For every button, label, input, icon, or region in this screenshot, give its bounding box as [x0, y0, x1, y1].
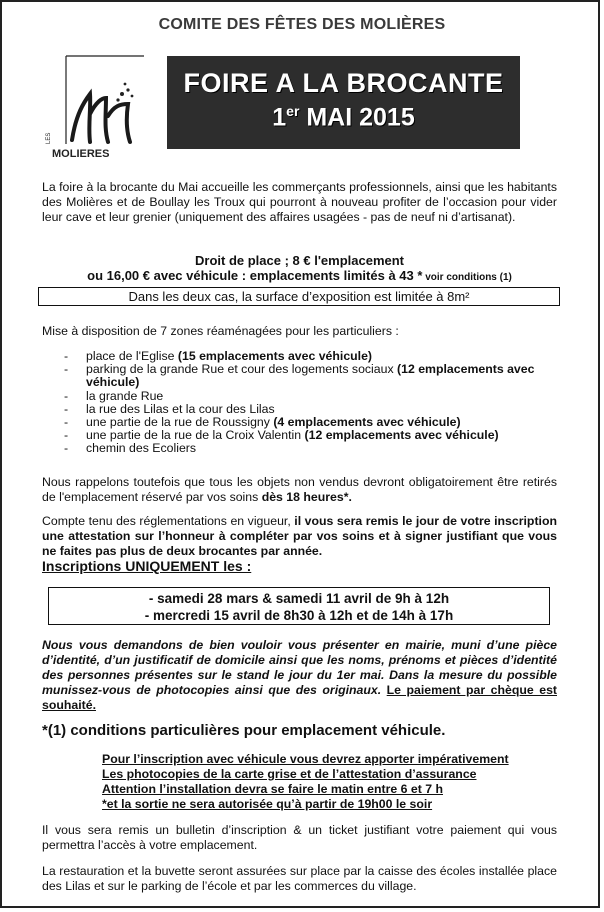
banner-title: FOIRE A LA BROCANTE [183, 68, 504, 98]
inscriptions-title: Inscriptions UNIQUEMENT les : [42, 558, 252, 574]
inscription-date-1: - samedi 28 mars & samedi 11 avril de 9h à 12h [148, 591, 450, 606]
conditions-title: *(1) conditions particulières pour emplacement véhicule. [42, 722, 446, 739]
reminder-paragraph: Nous rappelons toutefois que tous les objets non vendus devront obligatoirement être retirés de l'emplacement réservé par vos soins dès 18 heures*. [42, 475, 557, 504]
title-banner [167, 56, 520, 149]
inscription-date-2: - mercredi 15 avril de 8h30 à 12h et de 14h à 17h [144, 608, 454, 623]
banner-date: 1er MAI 2015 [272, 103, 415, 132]
list-item: - parking de la grande Rue et cour des logements sociaux (12 emplacements avec véhicule) [64, 363, 559, 389]
logo-text: MOLIERES [52, 148, 110, 160]
pricing-line-2: ou 16,00 € avec véhicule : emplacements limités à 43 * voir conditions (1) [87, 268, 512, 283]
footer-paragraph-1: Il vous sera remis un bulletin d’inscription & un ticket justifiant votre paiement qui vous permettra l’accès à votre emplacement. [42, 823, 557, 852]
list-item: - une partie de la rue de la Croix Valentin (12 emplacements avec véhicule) [64, 429, 559, 442]
list-item: - la rue des Lilas et la cour des Lilas [64, 403, 559, 416]
mairie-paragraph: Nous vous demandons de bien vouloir vous présenter en mairie, muni d’une pièce d’identité, d’un justificatif de domicile ainsi que les noms, prénoms et pièces d’identité des personnes présentes sur le stand le jour du 1er mai. Dans la mesure du possible munissez-vous de photocopies ainsi que des originaux. Le paiement par chèque est souhaité. [42, 638, 557, 712]
organization-title: COMITE DES FÊTES DES MOLIÈRES [158, 16, 446, 33]
footer-paragraph-2: La restauration et la buvette seront assurées sur place par la caisse des écoles installée place des Lilas et sur le parking de l’école et par les commerces du village. [42, 864, 557, 893]
zones-intro: Mise à disposition de 7 zones réaménagées pour les particuliers : [42, 324, 399, 338]
condition-line: Les photocopies de la carte grise et de l’attestation d’assurance [102, 767, 477, 781]
intro-paragraph: La foire à la brocante du Mai accueille les commerçants professionnels, ainsi que les habitants des Molières et de Boullay les Troux qui pourront à nouveau profiter de l’occasion pour vider leur cave et leur grenier (uniquement des affaires usagées - pas de neuf ni d’artisanat). [42, 180, 557, 224]
regulation-paragraph: Compte tenu des réglementations en vigueur, il vous sera remis le jour de votre inscription une attestation sur l’honneur à compléter par vos soins et à signer justifiant que vous ne faites pas plus de deux brocantes par année. [42, 514, 557, 558]
inscription-dates-box [48, 587, 550, 625]
list-item: - une partie de la rue de Roussigny (4 emplacements avec véhicule) [64, 416, 559, 429]
condition-line: Pour l’inscription avec véhicule vous devrez apporter impérativement [102, 752, 509, 766]
molieres-logo-icon [58, 54, 146, 162]
conditions-list [102, 752, 542, 812]
surface-notice-box: Dans les deux cas, la surface d’exposition est limitée à 8m² [38, 287, 560, 306]
pricing-line-1: Droit de place ; 8 € l'emplacement [195, 253, 404, 268]
condition-line: Attention l’installation devra se faire le matin entre 6 et 7 h [102, 782, 443, 796]
list-item: - chemin des Ecoliers [64, 442, 559, 455]
list-item: - place de l'Eglise (15 emplacements avec véhicule) [64, 350, 559, 363]
condition-line: *et la sortie ne sera autorisée qu’à partir de 19h00 le soir [102, 797, 433, 811]
list-item: - la grande Rue [64, 390, 559, 403]
zones-list [64, 350, 559, 456]
logo-les-text: LES [46, 132, 52, 144]
